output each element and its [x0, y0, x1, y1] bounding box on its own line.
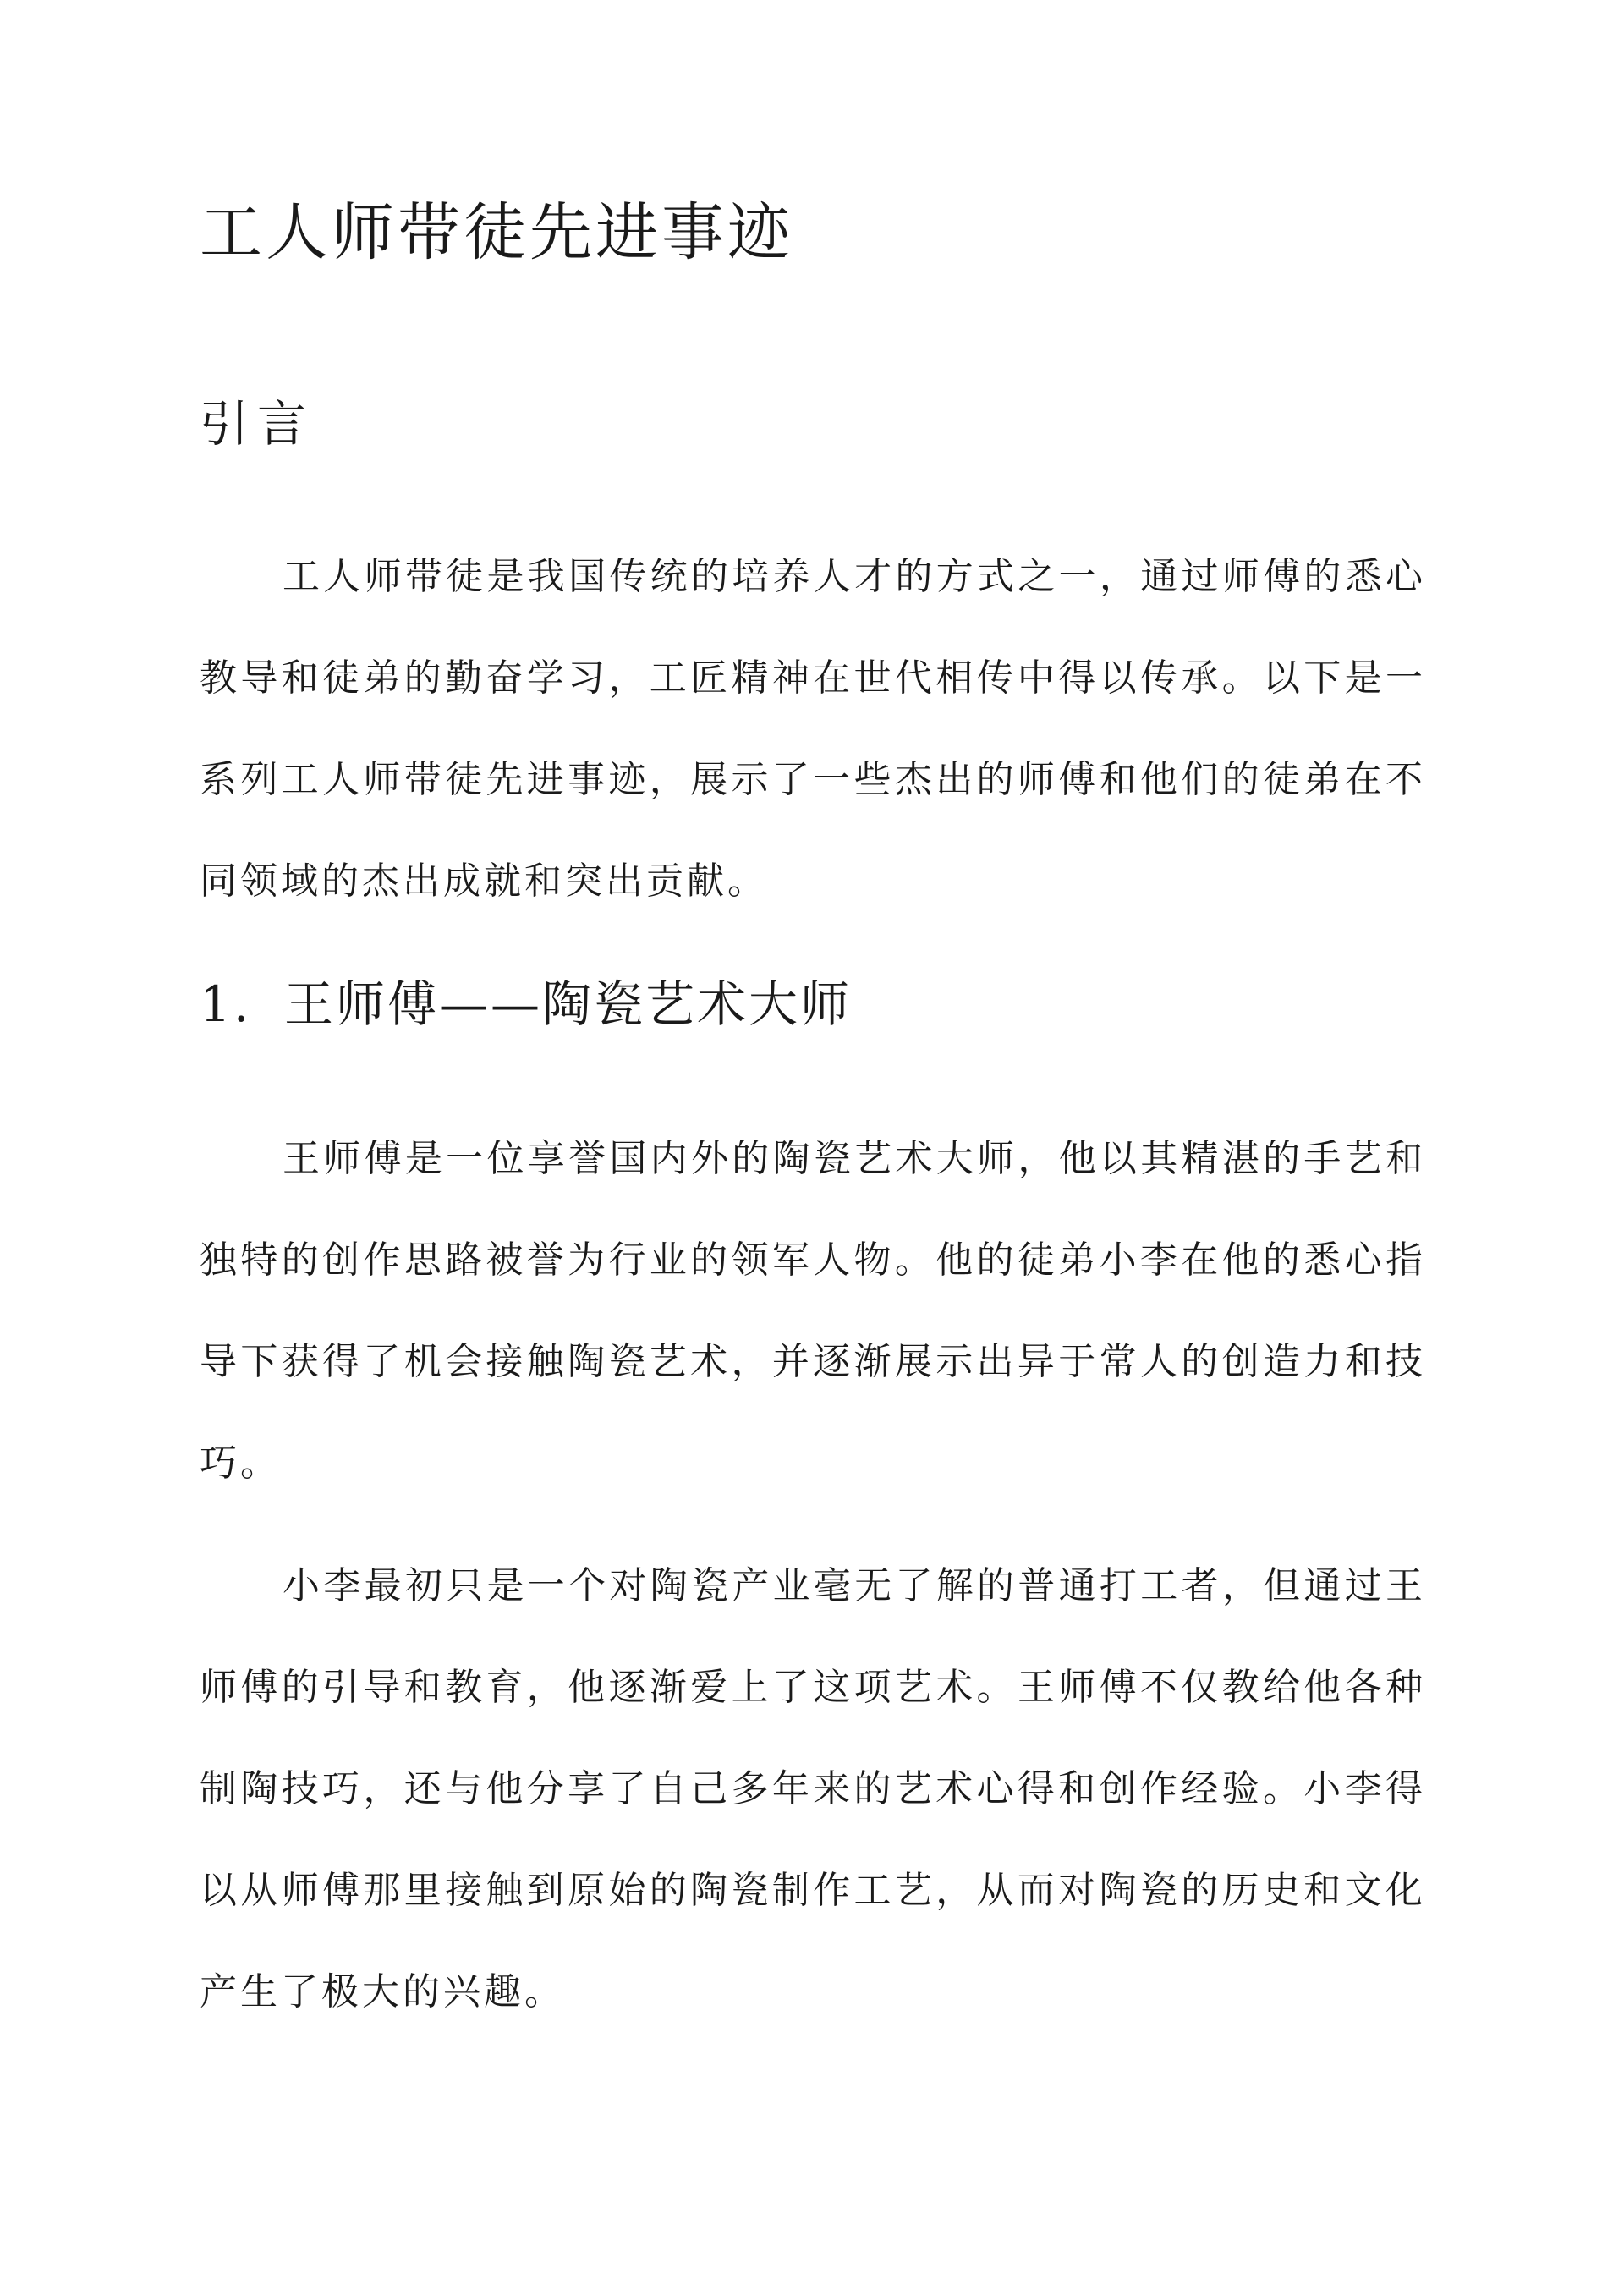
section-heading-introduction: 引言 [200, 395, 315, 453]
paragraph-introduction: 工人师带徒是我国传统的培养人才的方式之一，通过师傅的悉心教导和徒弟的勤奋学习，工匠精神在世代相传中得以传承。以下是一系列工人师带徒先进事迹，展示了一些杰出的师傅和他们的徒弟在不同领域的杰出成就和突出贡献。 [200, 555, 1426, 903]
section-heading-text: 王师傅——陶瓷艺术大师 [284, 975, 853, 1033]
section-heading-master-wang [200, 975, 853, 1033]
section-number: 1. [200, 975, 252, 1033]
paragraph-master-wang-intro: 王师傅是一位享誉国内外的陶瓷艺术大师，他以其精湛的手艺和独特的创作思路被誉为行业的领军人物。他的徒弟小李在他的悉心指导下获得了机会接触陶瓷艺术，并逐渐展示出异于常人的创造力和技巧。 [200, 1137, 1426, 1485]
paragraph-xiao-li-story: 小李最初只是一个对陶瓷产业毫无了解的普通打工者，但通过王师傅的引导和教育，他逐渐爱上了这项艺术。王师傅不仅教给他各种制陶技巧，还与他分享了自己多年来的艺术心得和创作经验。小李得以从师傅那里接触到原始的陶瓷制作工艺，从而对陶瓷的历史和文化产生了极大的兴趣。 [200, 1564, 1426, 2013]
document-title: 工人师带徒先进事迹 [200, 196, 793, 269]
